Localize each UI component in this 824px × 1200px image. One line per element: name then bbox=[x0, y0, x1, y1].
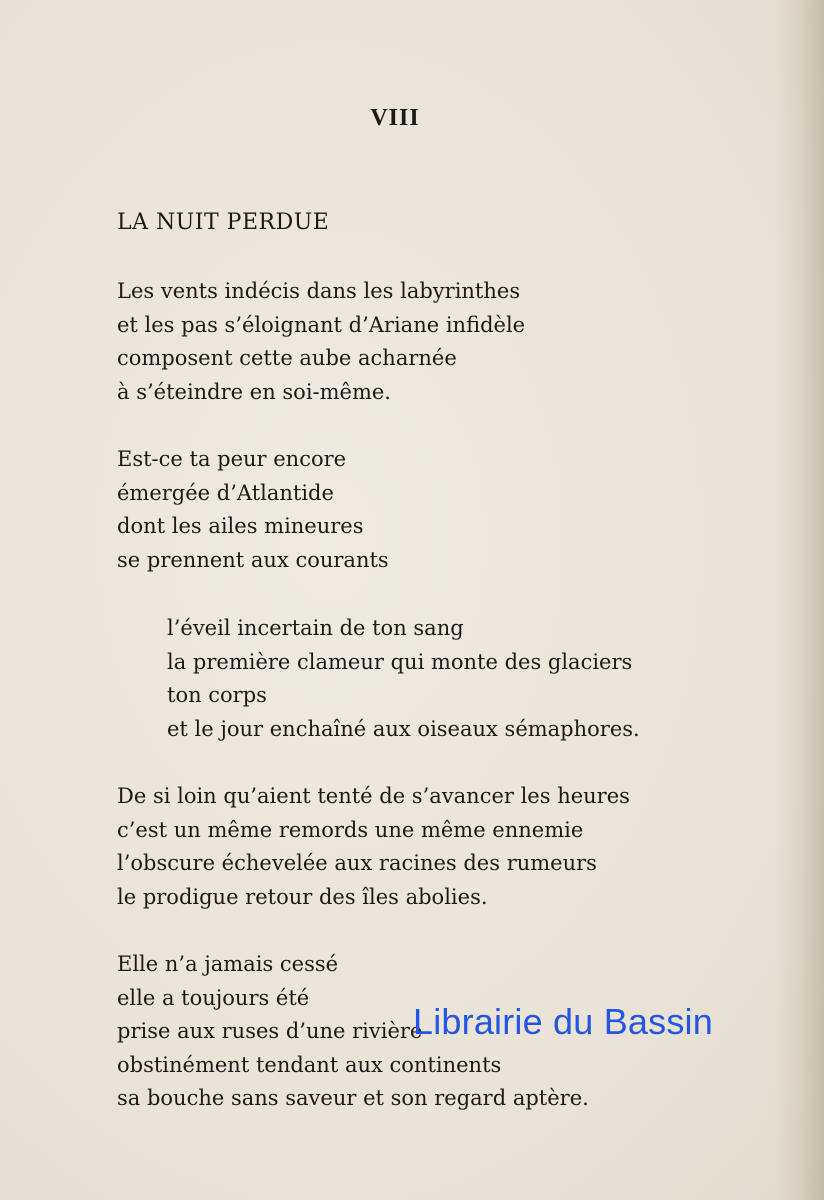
verse-line: l’éveil incertain de ton sang bbox=[167, 616, 464, 640]
verse-line: émergée d’Atlantide bbox=[117, 480, 334, 505]
verse-line: sa bouche sans saveur et son regard aptère. bbox=[117, 1086, 589, 1110]
verse-line: le prodigue retour des îles abolies. bbox=[117, 884, 488, 909]
verse-line: la première clameur qui monte des glaciers bbox=[167, 649, 633, 674]
verse-line: Elle n’a jamais cessé bbox=[117, 952, 339, 976]
verse-line: à s’éteindre en soi-même. bbox=[117, 379, 391, 404]
stanza-2 bbox=[117, 443, 389, 577]
verse-line: l’obscure échevelée aux racines des rumeurs bbox=[117, 851, 597, 875]
stanza-1 bbox=[117, 275, 525, 409]
verse-line: c’est un même remords une même ennemie bbox=[117, 817, 584, 842]
verse-line: De si loin qu’aient tenté de s’avancer les heures bbox=[117, 784, 630, 808]
verse-line: elle a toujours été bbox=[117, 985, 310, 1010]
verse-line: prise aux ruses d’une rivière bbox=[117, 1019, 423, 1043]
verse-line: dont les ailes mineures bbox=[117, 514, 364, 538]
verse-line: Est-ce ta peur encore bbox=[117, 447, 347, 471]
verse-line: composent cette aube acharnée bbox=[117, 346, 457, 370]
watermark-text: Librairie du Bassin bbox=[413, 1001, 713, 1042]
stanza-4 bbox=[117, 780, 630, 914]
verse-line: obstinément tendant aux continents bbox=[117, 1052, 502, 1077]
stanza-3 bbox=[167, 612, 640, 746]
verse-line: Les vents indécis dans les labyrinthes bbox=[117, 279, 521, 303]
chapter-number: VIII bbox=[370, 105, 420, 131]
verse-line: se prennent aux courants bbox=[117, 547, 389, 572]
verse-line: ton corps bbox=[167, 683, 267, 707]
verse-line: et les pas s’éloignant d’Ariane infidèle bbox=[117, 312, 526, 337]
verse-line: et le jour enchaîné aux oiseaux sémaphores. bbox=[167, 716, 640, 741]
poem-title: LA NUIT PERDUE bbox=[117, 210, 330, 235]
